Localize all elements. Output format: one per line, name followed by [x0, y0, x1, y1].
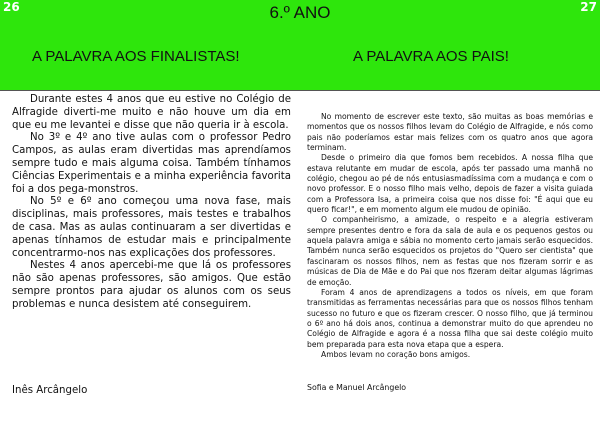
paragraph: Desde o primeiro dia que fomos bem recebidos. A nossa filha que estava relutante em mudar de escola, após ter passado uma manhã no colégio, chegou ao pé de nós entusiasmadíssima com a mudança e com o novo professor. E o nosso filho mais velho, depois de fazer a visita guiada com a Professora Isa, a primeira coisa que nos disse foi: "É aqui que eu quero ficar!", e em momento algum ele mudou de opinião. [307, 153, 593, 215]
paragraph: Nestes 4 anos apercebi-me que lá os professores não são apenas professores, são amigos. Que estão sempre prontos para ajudar os alunos com os seus problemas e nunca desistem até conseguirem. [12, 260, 291, 310]
paragraph: No 3º e 4º ano tive aulas com o professor Pedro Campos, as aulas eram divertidas mas aprendíamos sempre tudo e mais alguma coisa. Também tínhamos Ciências Experimentais e a minha experiência favorita foi a dos pega-monstros. [12, 132, 291, 195]
paragraph: O companheirismo, a amizade, o respeito e a alegria estiveram sempre presentes dentro e fora da sala de aula e os pequenos gestos ou aquela palavra amiga e sábia no momento certo jamais serão esquecidos. Também nunca serão esquecidos os projetos do "Quero ser cientista" que fascinaram os nossos filhos, nem as festas que nos fizeram sorrir e as músicas de Dia de Mãe e do Pai que nos fizeram deitar algumas lágrimas de emoção. [307, 215, 593, 287]
parents-signature: Sofia e Manuel Arcângelo [307, 383, 407, 392]
page-number-left: 26 [3, 0, 20, 14]
paragraph: Ambos levam no coração bons amigos. [321, 349, 471, 359]
grade-title: 6.º ANO [269, 3, 331, 22]
paragraph: Foram 4 anos de aprendizagens a todos os níveis, em que foram transmitidas as ferramentas necessárias para que os nossos filhos tenham sucesso no futuro e que os fizeram crescer. O nosso filho, que já terminou o 6º ano há dois anos, continua a demonstrar muito do que aprendeu no Colégio de Alfragide e agora é a nossa filha que sai deste colégio muito bem preparada para esta nova etapa que a espera. [307, 287, 593, 349]
finalists-article [12, 94, 291, 312]
page-number-right: 27 [580, 0, 597, 14]
paragraph: Durante estes 4 anos que eu estive no Colégio de Alfragide diverti-me muito e não houve um dia em que eu me levantei e disse que não queria ir à escola. [12, 94, 291, 131]
heading-parents: A PALAVRA AOS PAIS! [353, 48, 509, 65]
paragraph: No 5º e 6º ano começou uma nova fase, mais disciplinas, mais professores, mais testes e trabalhos de casa. Mas as aulas continuaram a ser divertidas e apenas tínhamos de estudar mais e principalmente concentrarmo-nos nas explicações dos professores. [12, 196, 291, 259]
header-banner [0, 0, 600, 91]
parents-article [307, 112, 593, 360]
paragraph: No momento de escrever este texto, são muitas as boas memórias e momentos que os nossos filhos levam do Colégio de Alfragide, e nós como pais não poderíamos estar mais felizes com os quatro anos que agora terminam. [307, 112, 593, 153]
heading-finalists: A PALAVRA AOS FINALISTAS! [32, 48, 240, 65]
finalists-signature: Inês Arcângelo [12, 385, 88, 396]
